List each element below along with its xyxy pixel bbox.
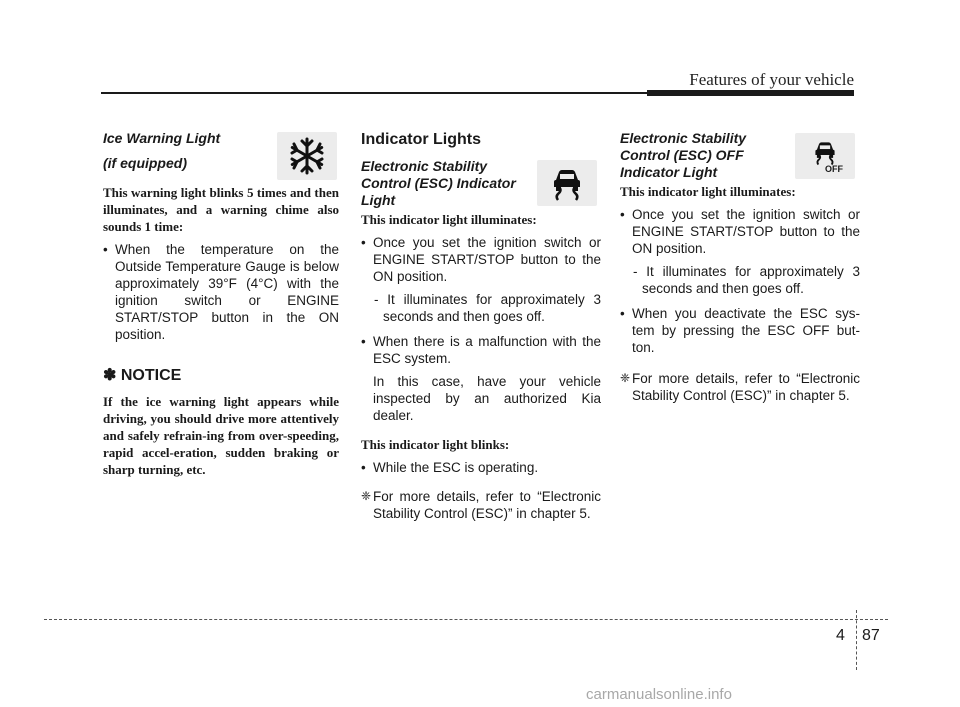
ice-warning-heading-line2: (if equipped)	[103, 155, 187, 171]
esc-heading-line3: Light	[361, 192, 396, 208]
esc-heading-line1: Electronic Stability	[361, 158, 488, 174]
esc-off-illuminates-label: This indicator light illuminates:	[620, 184, 796, 199]
ice-warning-bullets	[103, 241, 339, 343]
ice-warning-heading-line1: Ice Warning Light	[103, 130, 221, 146]
section-title: Indicator Lights	[361, 131, 481, 148]
header-rule-accent	[647, 90, 854, 96]
column-ice-warning	[103, 130, 343, 478]
chapter-number: 4	[836, 627, 845, 644]
list-item: • When the temperature on the Outside Temperature Gauge is below approximately 39°F (4°C) with the ignition switch or ENGINE START/STOP button in the ON position.	[103, 241, 339, 343]
esc-blinks-label: This indicator light blinks:	[361, 437, 510, 452]
list-item: • When you deactivate the ESC sys-tem by pressing the ESC OFF but-ton.	[620, 305, 860, 356]
ice-warning-intro: This warning light blinks 5 times and then illuminates, and a warning chime also sounds 1 time:	[103, 185, 339, 234]
reference-mark-icon: ❈	[620, 371, 631, 385]
esc-indicator-heading	[361, 158, 601, 209]
list-item: • While the ESC is operating.	[361, 459, 601, 476]
header-title: Features of your vehicle	[689, 70, 854, 89]
list-item	[620, 206, 860, 297]
column-esc-off-indicator	[620, 130, 860, 404]
esc-off-heading	[620, 130, 860, 181]
page-number: 87	[862, 627, 880, 644]
list-item	[361, 333, 601, 424]
esc-off-reference-text: For more details, refer to “Electronic Stability Control (ESC)” in chapter 5.	[632, 371, 860, 403]
esc-reference-text: For more details, refer to “Electronic Stability Control (ESC)” in chapter 5.	[373, 489, 601, 521]
esc-bullet1-text: Once you set the ignition switch or ENGINE START/STOP button to the ON position.	[373, 235, 601, 284]
esc-blink-bullets	[361, 459, 601, 476]
list-item	[361, 234, 601, 325]
esc-heading-line2: Control (ESC) Indicator	[361, 175, 516, 191]
footer-divider	[856, 610, 857, 670]
esc-illuminates-label: This indicator light illuminates:	[361, 212, 537, 227]
watermark-link[interactable]: carmanualsonline.info	[586, 686, 732, 703]
esc-off-heading-line3: Indicator Light	[620, 164, 718, 180]
esc-off-reference-note	[620, 370, 860, 404]
esc-off-heading-line1: Electronic Stability	[620, 130, 747, 146]
esc-off-icon-label: OFF	[825, 164, 843, 174]
notice-icon: ✽	[103, 367, 117, 384]
notice-heading	[103, 365, 343, 385]
esc-reference-note	[361, 488, 601, 522]
esc-bullet2-para: In this case, have your vehicle inspected by an authorized Kia dealer.	[373, 374, 601, 423]
esc-bullet2-text: When there is a malfunction with the ESC system.	[373, 334, 601, 366]
notice-title: NOTICE	[120, 367, 182, 384]
ice-warning-heading	[103, 130, 343, 172]
esc-off-heading-line2: Control (ESC) OFF	[620, 147, 744, 163]
footer-rule	[44, 619, 888, 620]
esc-bullet1-sub: - It illuminates for approximately 3 seconds and then goes off.	[374, 292, 601, 324]
esc-off-bullets	[620, 206, 860, 356]
column-esc-indicator	[361, 130, 601, 522]
esc-off-bullet1-text: Once you set the ignition switch or ENGINE START/STOP button to the ON position.	[632, 207, 860, 256]
esc-off-bullet1-sub: - It illuminates for approximately 3 seconds and then goes off.	[633, 264, 860, 296]
esc-illuminate-bullets	[361, 234, 601, 424]
reference-mark-icon: ❈	[361, 489, 372, 503]
notice-text: If the ice warning light appears while driving, you should drive more attentively and safely refrain-ing from over-speeding, rapid accel-eration, sudden braking or sharp turning, etc.	[103, 394, 339, 477]
